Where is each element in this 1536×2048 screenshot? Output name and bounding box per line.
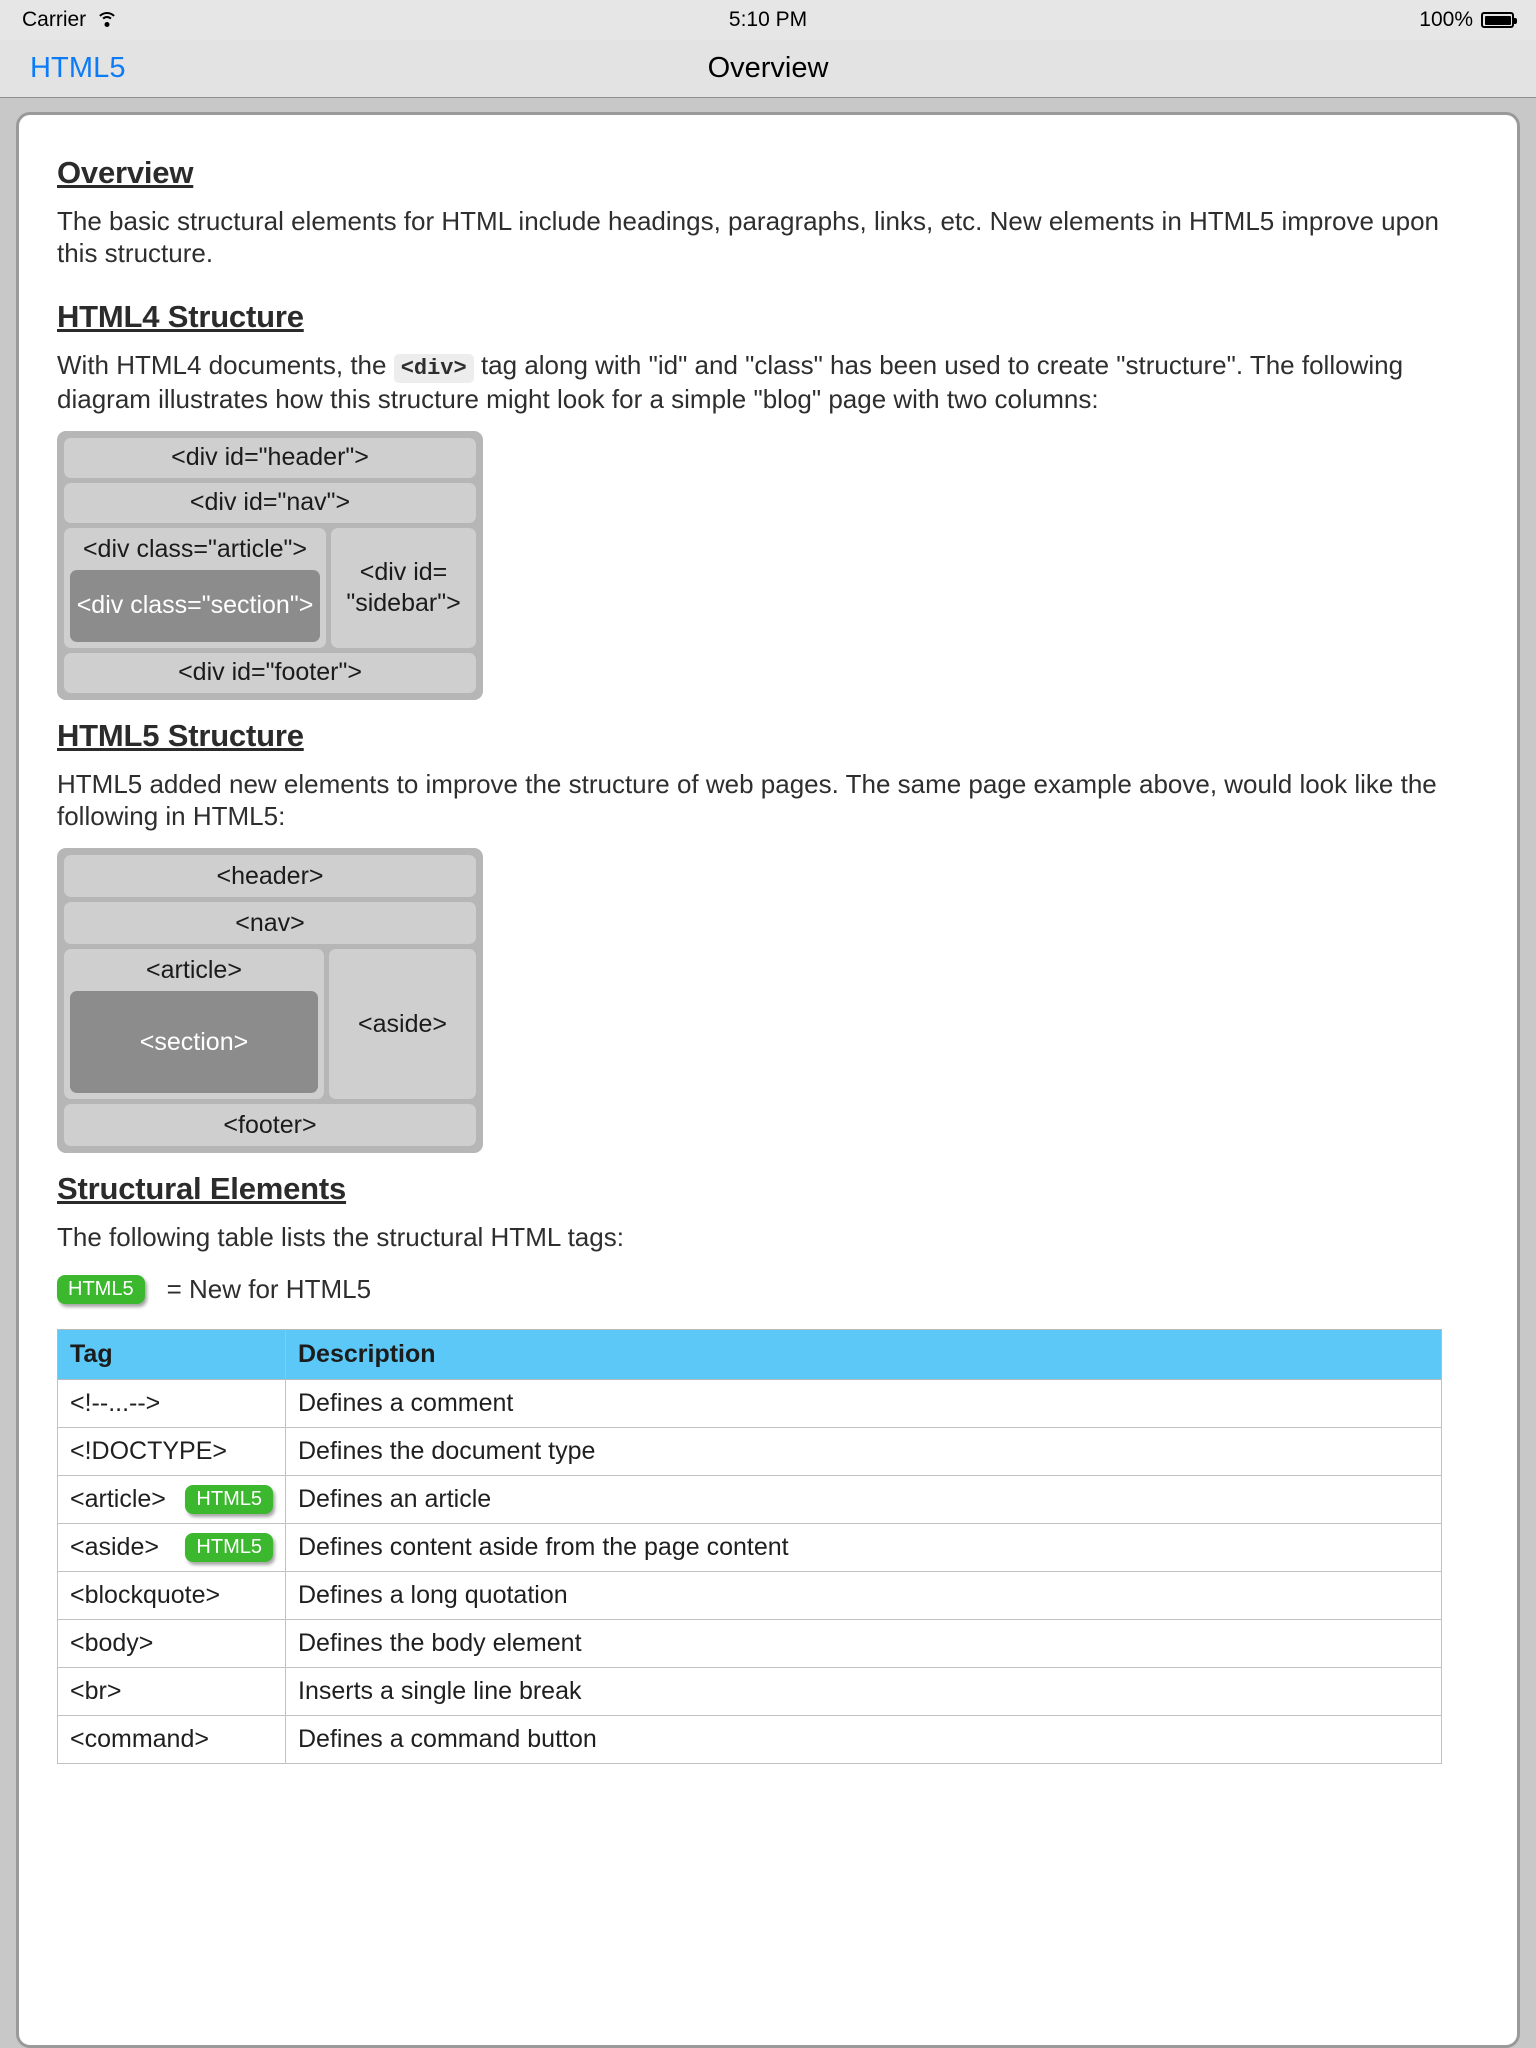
- table-cell-description: Defines the body element: [286, 1619, 1442, 1667]
- diagram-html4-structure: [57, 431, 483, 700]
- battery-percent-label: 100%: [1419, 8, 1473, 31]
- diagram-html5-middle-row: [64, 949, 476, 1099]
- table-row: [58, 1571, 1442, 1619]
- diagram-html4-middle-row: [64, 528, 476, 648]
- table-cell-description: Defines the document type: [286, 1427, 1442, 1475]
- table-cell-description: Defines content aside from the page content: [286, 1523, 1442, 1571]
- paragraph-html5-structure: HTML5 added new elements to improve the structure of web pages. The same page example above, would look like the following in HTML5:: [57, 768, 1437, 832]
- diagram-html5-article-label: <article>: [146, 956, 242, 985]
- table-row: [58, 1523, 1442, 1571]
- status-bar: [0, 0, 1536, 40]
- paragraph-overview: The basic structural elements for HTML include headings, paragraphs, links, etc. New elements in HTML5 improve upon this structure.: [57, 206, 1439, 269]
- tag-name: <article>: [70, 1484, 166, 1513]
- carrier-label: Carrier: [22, 8, 87, 31]
- table-cell-tag: [58, 1571, 286, 1619]
- paragraph-structural-elements: The following table lists the structural HTML tags:: [57, 1222, 624, 1253]
- tag-name: <aside>: [70, 1532, 159, 1561]
- diagram-html4-article-label: <div class="article">: [82, 534, 308, 563]
- diagram-html4-sidebar-line2: "sidebar">: [346, 588, 461, 617]
- html5-badge: HTML5: [185, 1485, 273, 1514]
- diagram-html4-footer: <div id="footer">: [64, 653, 476, 693]
- table-row: [58, 1475, 1442, 1523]
- diagram-html5-structure: [57, 848, 483, 1153]
- table-cell-tag: [58, 1667, 286, 1715]
- diagram-html5-nav: <nav>: [64, 902, 476, 944]
- content-card: [16, 112, 1520, 2048]
- table-cell-description: Defines a long quotation: [286, 1571, 1442, 1619]
- table-row: [58, 1427, 1442, 1475]
- table-cell-description: Defines an article: [286, 1475, 1442, 1523]
- page-background: [0, 98, 1536, 2048]
- table-cell-description: Defines a command button: [286, 1715, 1442, 1763]
- table-cell-tag: [58, 1523, 286, 1571]
- legend-html5-new: [57, 1274, 1479, 1305]
- tag-name: <!--...-->: [70, 1388, 161, 1417]
- paragraph-html4-post: tag along with "id" and "class" has been used to create "structure". The following diagram illustrates how this structure might look for a simple "blog" page with two columns:: [57, 350, 1404, 414]
- tag-name: <br>: [70, 1676, 122, 1705]
- status-bar-clock: 5:10 PM: [728, 8, 808, 31]
- heading-overview: Overview: [57, 155, 194, 190]
- diagram-html5-article: [64, 949, 324, 1099]
- page-title: Overview: [707, 52, 829, 84]
- tag-name: <!DOCTYPE>: [70, 1436, 227, 1465]
- table-header-row: [58, 1329, 1442, 1379]
- table-cell-description: Defines a comment: [286, 1379, 1442, 1427]
- tag-name: <body>: [70, 1628, 154, 1657]
- diagram-html4-article: [64, 528, 326, 648]
- paragraph-html4-pre: With HTML4 documents, the: [57, 350, 387, 381]
- table-cell-tag: [58, 1715, 286, 1763]
- diagram-html5-aside: <aside>: [329, 949, 476, 1099]
- wifi-icon: [96, 11, 118, 29]
- diagram-html4-nav: <div id="nav">: [64, 483, 476, 523]
- diagram-html5-header: <header>: [64, 855, 476, 897]
- table-cell-tag: [58, 1475, 286, 1523]
- tag-name: <command>: [70, 1724, 209, 1753]
- table-row: [58, 1667, 1442, 1715]
- heading-structural-elements: Structural Elements: [57, 1171, 347, 1207]
- back-button-html5[interactable]: HTML5: [30, 52, 126, 84]
- table-cell-tag: [58, 1619, 286, 1667]
- diagram-html4-sidebar-line1: <div id=: [359, 558, 448, 587]
- diagram-html5-section: <section>: [70, 991, 318, 1093]
- table-row: [58, 1715, 1442, 1763]
- status-bar-left: [22, 8, 118, 32]
- diagram-html4-section: <div class="section">: [70, 570, 320, 642]
- status-bar-right: [1419, 8, 1514, 32]
- table-row: [58, 1379, 1442, 1427]
- legend-text: = New for HTML5: [166, 1273, 372, 1304]
- column-header-tag: Tag: [58, 1329, 286, 1379]
- structural-tags-table: [57, 1329, 1442, 1764]
- diagram-html4-sidebar: [331, 528, 476, 648]
- table-body: [58, 1379, 1442, 1763]
- tag-name: <blockquote>: [70, 1580, 221, 1609]
- diagram-html4-header: <div id="header">: [64, 438, 476, 478]
- html5-badge: HTML5: [185, 1533, 273, 1562]
- diagram-html5-footer: <footer>: [64, 1104, 476, 1146]
- table-cell-tag: [58, 1427, 286, 1475]
- inline-code-div: <div>: [394, 354, 474, 383]
- navigation-bar: [0, 40, 1536, 98]
- heading-html5-structure: HTML5 Structure: [57, 717, 304, 753]
- column-header-description: Description: [286, 1329, 1442, 1379]
- table-cell-description: Inserts a single line break: [286, 1667, 1442, 1715]
- battery-icon: [1481, 12, 1514, 28]
- paragraph-html4-structure: [57, 349, 1479, 415]
- heading-html4-structure: HTML4 Structure: [57, 299, 304, 335]
- table-cell-tag: [58, 1379, 286, 1427]
- html5-badge: HTML5: [57, 1275, 145, 1304]
- table-row: [58, 1619, 1442, 1667]
